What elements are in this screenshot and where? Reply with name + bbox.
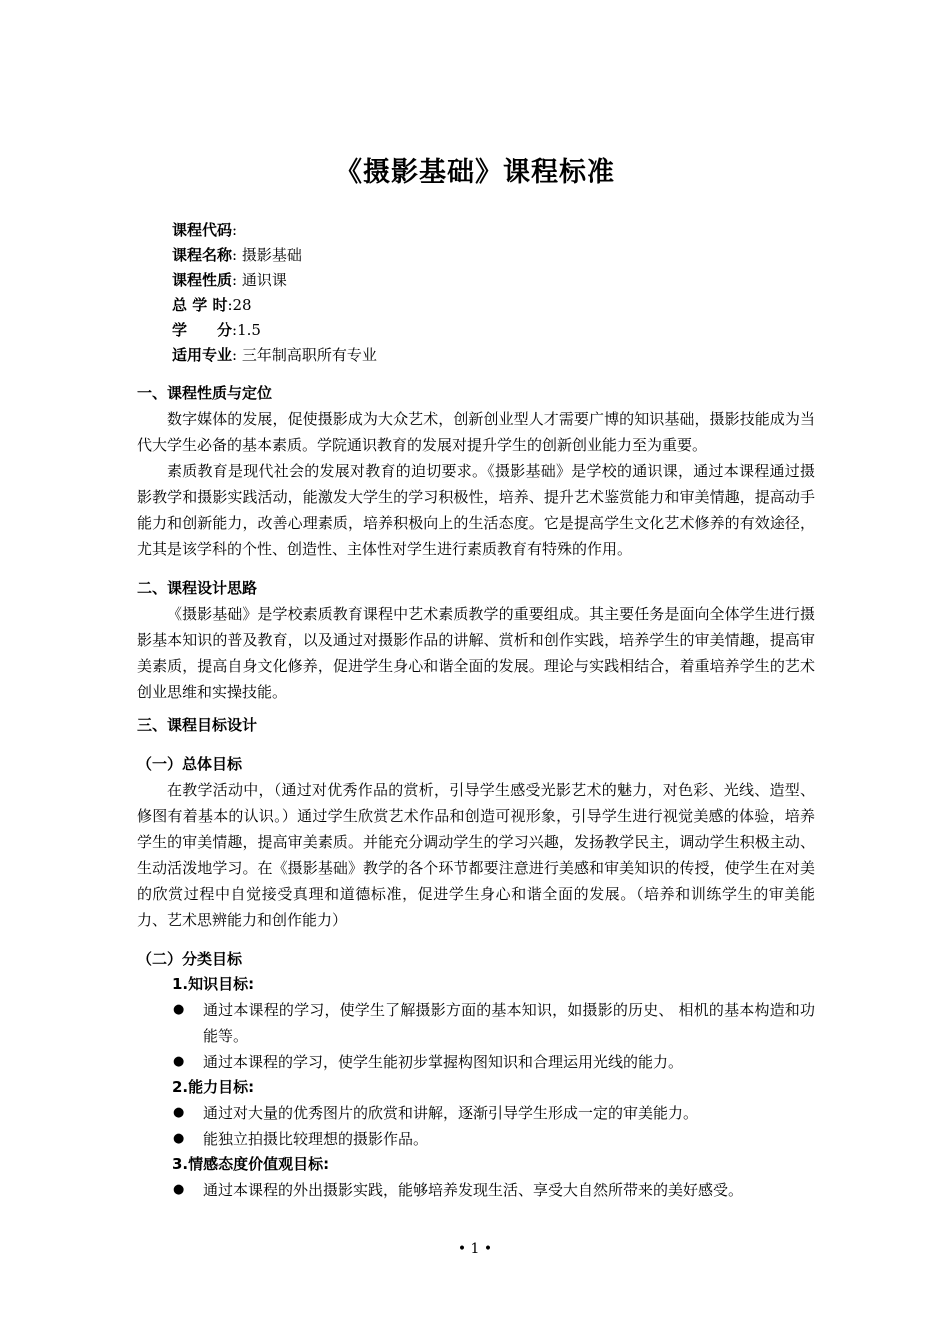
meta-course-name: 课程名称: 摄影基础 (172, 246, 302, 264)
document-body (137, 381, 815, 1203)
bullet-icon: ● (173, 1054, 185, 1069)
emotion-objectives-list (137, 1177, 815, 1203)
document-title: 《摄影基础》课程标准 (335, 157, 615, 188)
meta-course-code: 课程代码: (172, 221, 238, 239)
section-heading-design: 二、课程设计思路 (137, 579, 258, 597)
bullet-icon: ● (173, 1002, 185, 1017)
course-meta (172, 218, 377, 368)
list-item: ● 通过本课程的外出摄影实践，能够培养发现生活、享受大自然所带来的美好感受。 (137, 1177, 815, 1203)
paragraph: 素质教育是现代社会的发展对教育的迫切要求。《摄影基础》是学校的通识课，通过本课程通过摄影教学和摄影实践活动，能激发大学生的学习积极性，培养、提升艺术鉴赏能力和审美情趣，提高动手能力和创新能力，改善心理素质，培养积极向上的生活态度。它是提高学生文化艺术修养的有效途径，尤其是该学科的个性、创造性、主体性对学生进行素质教育有特殊的作用。 (137, 462, 815, 558)
paragraph: 《摄影基础》是学校素质教育课程中艺术素质教学的重要组成。其主要任务是面向全体学生进行摄影基本知识的普及教育，以及通过对摄影作品的讲解、赏析和创作实践，培养学生的审美情趣，提高审美素质，提高自身文化修养，促进学生身心和谐全面的发展。理论与实践相结合，着重培养学生的艺术创业思维和实操技能。 (137, 605, 815, 701)
knowledge-objectives-list (137, 997, 815, 1075)
bullet-icon: ● (173, 1182, 185, 1197)
meta-course-type: 课程性质: 通识课 (172, 271, 287, 289)
section-heading-objectives: 三、课程目标设计 (137, 716, 258, 734)
bullet-icon: ● (173, 1105, 185, 1120)
meta-total-hours: 总 学 时:28 (172, 296, 252, 314)
meta-credits: 学 分:1.5 (172, 321, 261, 339)
meta-applicable-majors: 适用专业: 三年制高职所有专业 (172, 346, 377, 364)
ability-objectives-list (137, 1100, 815, 1152)
emotion-objectives-heading: 3.情感态度价值观目标: (172, 1155, 330, 1173)
section-heading-nature: 一、课程性质与定位 (137, 384, 273, 402)
page-number: • 1 • (457, 1241, 493, 1257)
paragraph: 数字媒体的发展，促使摄影成为大众艺术，创新创业型人才需要广博的知识基础，摄影技能成为当代大学生必备的基本素质。学院通识教育的发展对提升学生的创新创业能力至为重要。 (137, 410, 815, 454)
paragraph: 在教学活动中，（通过对优秀作品的赏析，引导学生感受光影艺术的魅力，对色彩、光线、造型、修图有着基本的认识。）通过学生欣赏艺术作品和创造可视形象，引导学生进行视觉美感的体验，培养学生的审美情趣，提高审美素质。并能充分调动学生的学习兴趣，发扬教学民主，调动学生积极主动、生动活泼地学习。在《摄影基础》教学的各个环节都要注意进行美感和审美知识的传授，使学生在对美的欣赏过程中自觉接受真理和道德标准，促进学生身心和谐全面的发展。（培养和训练学生的审美能力、艺术思辨能力和创作能力） (137, 781, 815, 929)
ability-objectives-heading: 2.能力目标: (172, 1078, 255, 1096)
knowledge-objectives-heading: 1.知识目标: (172, 975, 255, 993)
list-item: ● 通过对大量的优秀图片的欣赏和讲解，逐渐引导学生形成一定的审美能力。 (137, 1100, 815, 1126)
subsection-heading-categories: （二）分类目标 (137, 950, 243, 968)
list-item: ● 通过本课程的学习，使学生能初步掌握构图知识和合理运用光线的能力。 (137, 1049, 815, 1075)
list-item: ● 能独立拍摄比较理想的摄影作品。 (137, 1126, 815, 1152)
bullet-icon: ● (173, 1131, 185, 1146)
list-item: ● 通过本课程的学习，使学生了解摄影方面的基本知识，如摄影的历史、 相机的基本构造和功能等。 (137, 997, 815, 1049)
subsection-heading-overall: （一）总体目标 (137, 755, 243, 773)
